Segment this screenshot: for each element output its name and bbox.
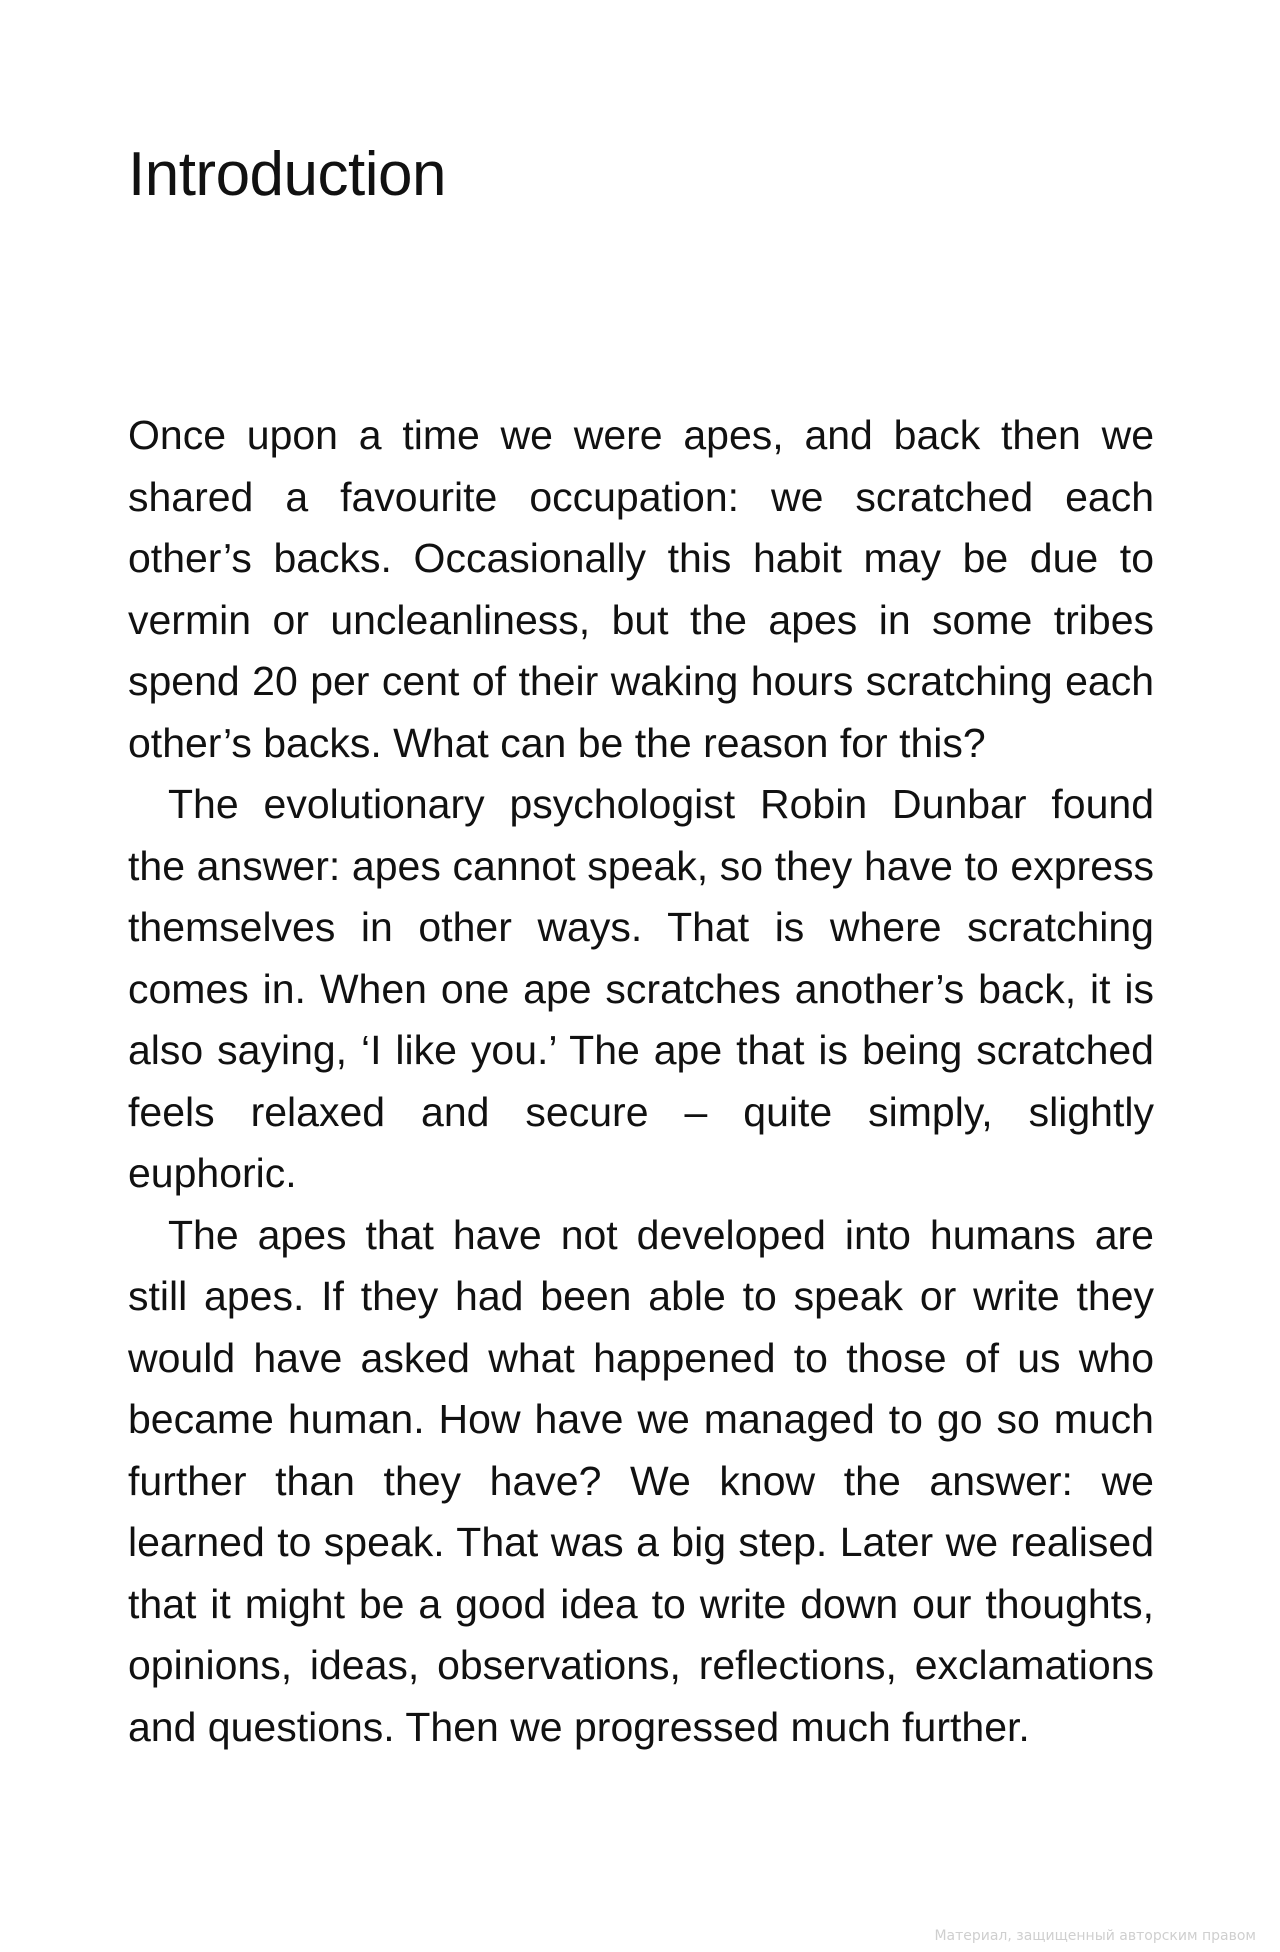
paragraph: Once upon a time we were apes, and back then we shared a favourite occupation: we scratched each other’s backs. Occasionally this habit may be due to vermin or uncleanliness, but the apes in some tribes spend 20 per cent of their waking hours scratching each other’s backs. What can be the reason for this? — [128, 412, 1154, 766]
paragraph: The apes that have not developed into humans are still apes. If they had been able to speak or write they would have asked what happened to those of us who became human. How have we managed to go so much further than they have? We know the answer: we learned to speak. That was a big step. Later we realised that it might be a good idea to write down our thoughts, opinions, ideas, observations, reflections, exclamations and questions. Then we progressed much further. — [128, 1211, 1154, 1750]
chapter-title: Introduction — [128, 140, 446, 209]
copyright-watermark: Материал, защищенный авторским правом — [934, 1928, 1256, 1944]
chapter-body — [128, 405, 1154, 1758]
paragraph: The evolutionary psychologist Robin Dunbar found the answer: apes cannot speak, so they have to express themselves in other ways. That is where scratching comes in. When one ape scratches another’s back, it is also saying, ‘I like you.’ The ape that is being scratched feels relaxed and secure – quite simply, slightly euphoric. — [128, 781, 1154, 1196]
